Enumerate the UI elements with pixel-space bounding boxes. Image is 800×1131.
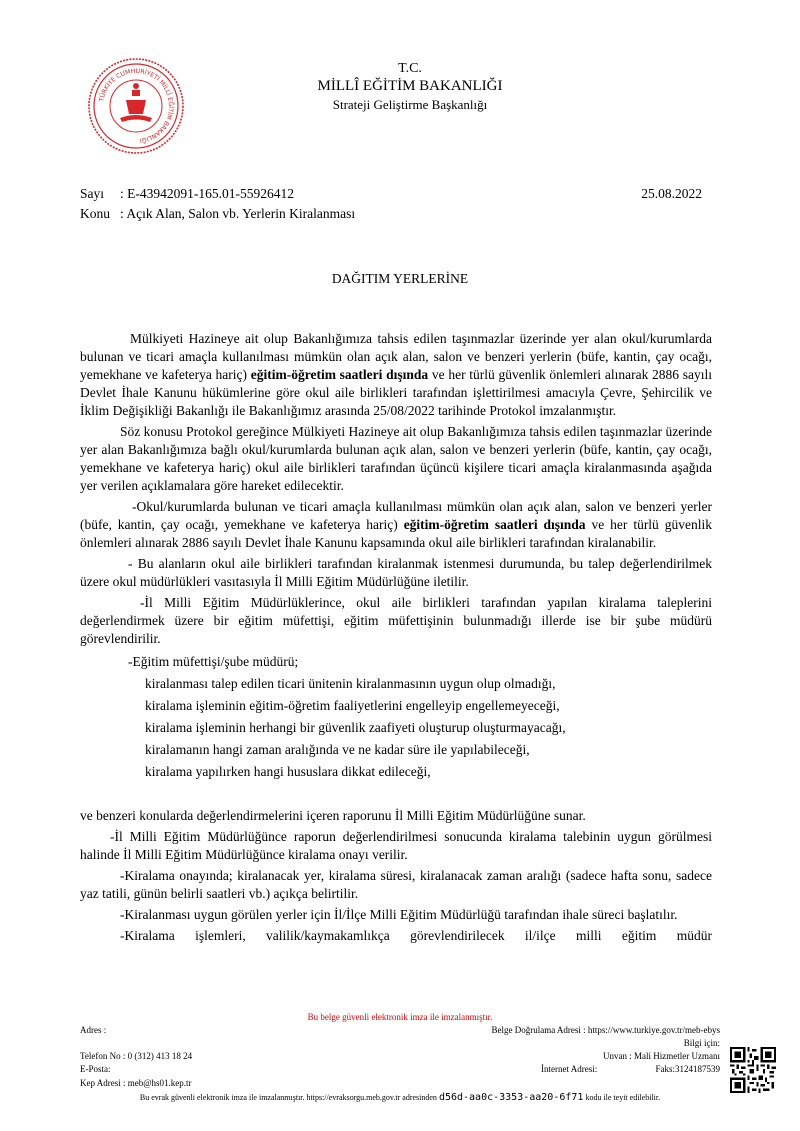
list-item: kiralanması talep edilen ticari ünitenin kiralanmasının uygun olup olmadığı, bbox=[145, 676, 556, 691]
paragraph-2: Söz konusu Protokol gereğince Mülkiyeti Hazineye ait olup Bakanlığımıza tahsis edilen taşınmazlar üzerinde yer alan Bakanlığımıza bağlı okul/kurumlarda bulunan açık alan, salon ve benzeri yerlerin (büfe, kantin, çay ocağı, yemekhane ve kafeterya hariç) okul aile birlikleri tarafından üçüncü kişilere ticari amaçla kiralanmasında aşağıda yer verilen açıklamalara göre hareket edilecektir. bbox=[80, 424, 712, 493]
footer-verification-url: Belge Doğrulama Adresi : https://www.turkiye.gov.tr/meb-ebys bbox=[491, 1025, 720, 1035]
konu-value: : Açık Alan, Salon vb. Yerlerin Kiralanması bbox=[120, 206, 356, 221]
ministry-seal-logo bbox=[86, 56, 186, 156]
footer-info-label: Bilgi için: bbox=[683, 1038, 720, 1048]
footer-fax: Faks:3124187539 bbox=[655, 1064, 720, 1074]
paragraph-9: -Kiralama onayında; kiralanacak yer, kiralama süresi, kiralanacak zaman aralığı (sadece hafta sonu, sadece yaz tatili, günün belirli saatleri vb.) açıkça belirtilir. bbox=[80, 868, 712, 901]
paragraph-3-bold: eğitim-öğretim saatleri dışında bbox=[403, 517, 586, 532]
paragraph-1-bold: eğitim-öğretim saatleri dışında bbox=[250, 367, 429, 382]
sayi-label: Sayı bbox=[80, 186, 105, 201]
footer-email: E-Posta: bbox=[80, 1064, 111, 1074]
paragraph-5: -İl Milli Eğitim Müdürlüklerince, okul aile birlikleri tarafından yapılan kiralama taleplerini değerlendirmek üzere bir eğitim müfettişi, eğitim müfettişinin bulunmadığı illerde ise bir şube müdürü görevlendirilir. bbox=[80, 595, 712, 646]
footer-internet: İnternet Adresi: bbox=[541, 1064, 598, 1074]
document-body bbox=[80, 330, 712, 945]
svg-text:TÜRKİYE CUMHURİYETİ MİLLÎ EĞİT: TÜRKİYE CUMHURİYETİ MİLLÎ EĞİTİM BAKANLIĞI bbox=[98, 67, 175, 144]
sayi-value: : E-43942091-165.01-55926412 bbox=[120, 186, 294, 201]
header-tc: T.C. bbox=[398, 61, 422, 76]
document-date: 25.08.2022 bbox=[641, 186, 702, 201]
verification-text-a: Bu evrak güvenli elektronik imza ile imzalanmıştır. https://evraksorgu.meb.gov.tr adresinden bbox=[139, 1093, 437, 1102]
qr-code-icon bbox=[730, 1047, 776, 1093]
verification-footer bbox=[0, 1092, 800, 1103]
e-signature-notice: Bu belge güvenli elektronik imza ile imzalanmıştır. bbox=[307, 1012, 493, 1022]
footer-title: Unvan : Mali Hizmetler Uzmanı bbox=[603, 1051, 720, 1061]
konu-label: Konu bbox=[80, 206, 110, 221]
paragraph-3-text-c: ve her türlü güvenlik önlemleri alınarak 2886 sayılı Devlet İhale Kanunu kapsamında okul aile birlikleri tarafından kiralanabilir. bbox=[80, 517, 712, 550]
list-item: kiralama işleminin herhangi bir güvenlik zaafiyeti oluşturup oluşturmayacağı, bbox=[145, 720, 566, 735]
verification-text-b: kodu ile teyit edilebilir. bbox=[585, 1093, 661, 1102]
paragraph-10: -Kiralanması uygun görülen yerler için İl/İlçe Milli Eğitim Müdürlüğü tarafından ihale süreci başlatılır. bbox=[120, 907, 678, 922]
list-item: kiralama işleminin eğitim-öğretim faaliyetlerini engelleyip engellemeyeceği, bbox=[145, 698, 560, 713]
header-department: Strateji Geliştirme Başkanlığı bbox=[332, 97, 488, 112]
paragraph-1-text-c: ve her türlü güvenlik önlemleri alınarak 2886 sayılı Devlet İhale Kanunu hükümlerine göre okul aile birlikleri tarafından işlettirilmesi amacıyla Çevre, Şehircilik ve İklim Değişikliği Bakanlığı ile Bakanlığımız arasında 25/08/2022 tarihinde Protokol imzalanmıştır. bbox=[80, 367, 713, 418]
paragraph-3 bbox=[80, 498, 712, 552]
paragraph-11: -Kiralama işlemleri, valilik/kaymakamlıkça görevlendirilecek il/ilçe milli eğitim müdür bbox=[120, 928, 712, 943]
paragraph-7: ve benzeri konularda değerlendirmelerini içeren raporunu İl Milli Eğitim Müdürlüğüne sunar. bbox=[80, 808, 586, 823]
meta-konu-row bbox=[80, 206, 702, 222]
paragraph-8: -İl Milli Eğitim Müdürlüğünce raporun değerlendirilmesi sonucunda kiralama talebinin uygun görülmesi halinde İl Milli Eğitim Müdürlüğünce kiralama onayı verilir. bbox=[80, 829, 712, 862]
footer-phone: Telefon No : 0 (312) 413 18 24 bbox=[80, 1051, 193, 1061]
paragraph-3-text-a: -Okul/kurumlarda bulunan ve ticari amaçla kullanılması mümkün olan açık alan, salon ve benzeri yerler (büfe, kantin, çay ocağı, yemekhane ve kafeterya hariç) bbox=[80, 499, 712, 532]
paragraph-1-text-a: Mülkiyeti Hazineye ait olup Bakanlığımıza tahsis edilen taşınmazlar üzerinde yer alan okul/kurumlarda bulunan ve ticari amaçla kullanılması mümkün olan açık alan, salon ve benzeri yerlerin (büfe, kantin, çay ocağı, yemekhane ve kafeterya hariç) bbox=[80, 331, 712, 382]
paragraph-6: -Eğitim müfettişi/şube müdürü; bbox=[128, 654, 299, 669]
list-item: kiralama yapılırken hangi hususlara dikkat edileceği, bbox=[145, 764, 431, 779]
footer-kep: Kep Adresi : meb@hs01.kep.tr bbox=[80, 1078, 192, 1088]
paragraph-1 bbox=[80, 330, 712, 420]
header-ministry: MİLLÎ EĞİTİM BAKANLIĞI bbox=[317, 78, 503, 94]
list-item: kiralamanın hangi zaman aralığında ve ne kadar süre ile yapılabileceği, bbox=[145, 742, 530, 757]
verification-code: d56d-aa0c-3353-aa20-6f71 bbox=[438, 1092, 584, 1103]
document-header bbox=[250, 60, 570, 114]
addressee: DAĞITIM YERLERİNE bbox=[331, 271, 469, 286]
footer-address: Adres : bbox=[80, 1025, 107, 1035]
paragraph-4: - Bu alanların okul aile birlikleri tarafından kiralanmak istenmesi durumunda, bu talep değerlendirilmek üzere okul müdürlükleri vasıtasıyla İl Milli Eğitim Müdürlüğüne iletilir. bbox=[80, 556, 712, 589]
meta-sayi-row bbox=[80, 186, 702, 202]
